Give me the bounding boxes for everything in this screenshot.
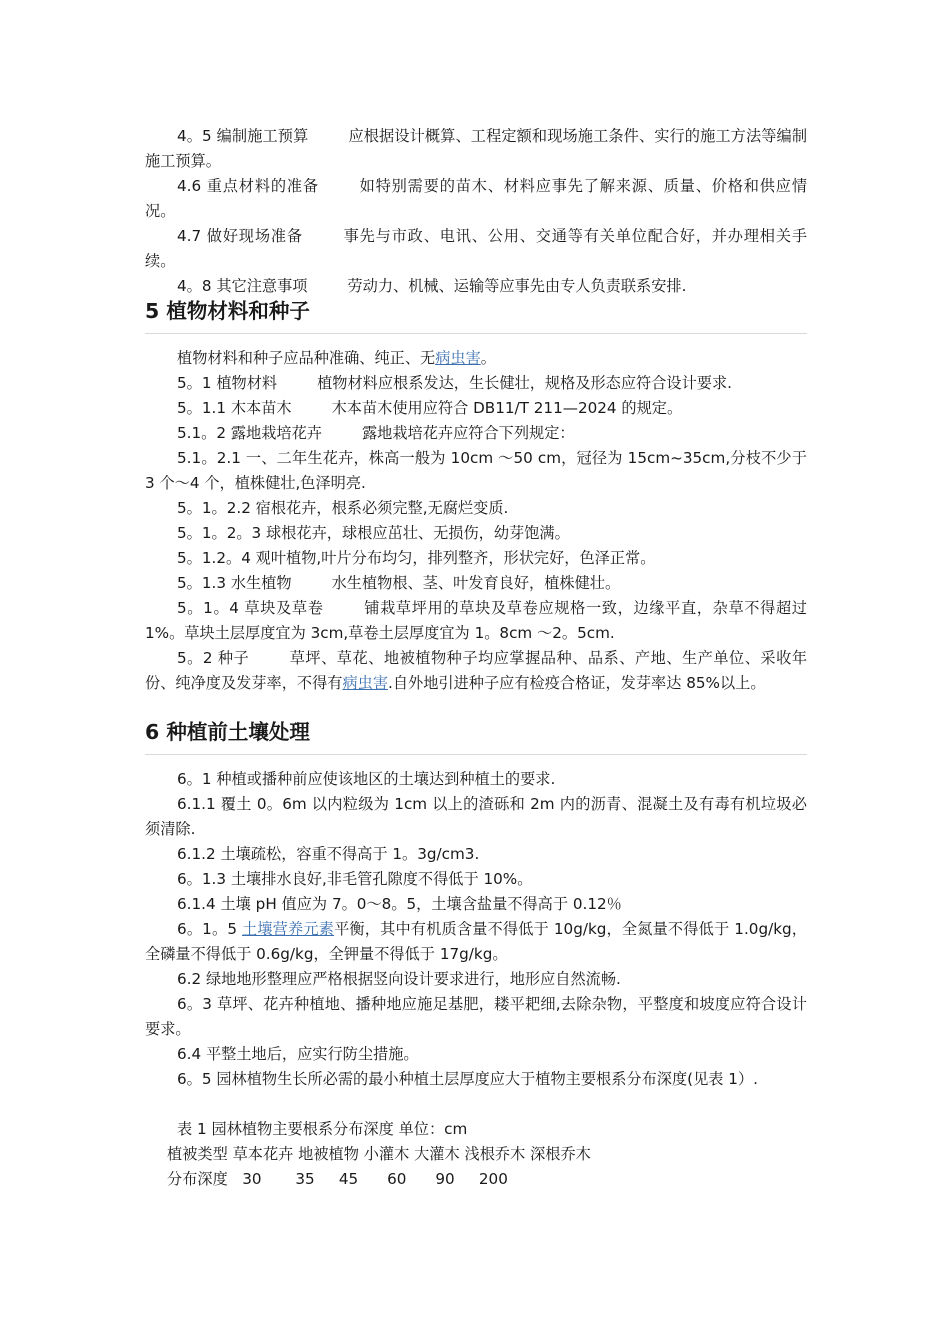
paragraph-5-intro: 植物材料和种子应品种准确、纯正、无病虫害。 — [177, 349, 496, 367]
paragraph-5-1: 5。1 植物材料 植物材料应根系发达，生长健壮，规格及形态应符合设计要求. — [177, 374, 732, 392]
paragraph-6-1-3: 6。1.3 土壤排水良好,非毛管孔隙度不得低于 10%。 — [177, 870, 533, 888]
paragraph-5-1-2-1: 5.1。2.1 一、二年生花卉，株高一般为 10cm ～50 cm，冠径为 15cm~35cm,分枝不少于 3 个～4 个，植株健壮,色泽明亮. — [145, 449, 807, 492]
paragraph-6-5: 6。5 园林植物生长所必需的最小种植土层厚度应大于植物主要根系分布深度(见表 1）. — [177, 1070, 758, 1088]
paragraph-4-5: 4。5 编制施工预算 应根据设计概算、工程定额和现场施工条件、实行的施工方法等编制施工预算。 — [145, 127, 808, 170]
paragraph-5-1-2-3: 5。1。2。3 球根花卉，球根应茁壮、无损伤，幼芽饱满。 — [177, 524, 570, 542]
table-values-row: 分布深度 30 35 45 60 90 200 — [167, 1170, 508, 1188]
paragraph-4-8: 4。8 其它注意事项 劳动力、机械、运输等应事先由专人负责联系安排. — [177, 277, 687, 295]
paragraph-5-2: 5。2 种子 草坪、草花、地被植物种子均应掌握品种、品系、产地、生产单位、采收年份、纯净度及发芽率，不得有病虫害.自外地引进种子应有检疫合格证，发芽率达 85%以上。 — [145, 649, 808, 692]
soil-nutrient-link[interactable]: 土壤营养元素 — [241, 920, 335, 938]
paragraph-5-1-3: 5。1.3 水生植物 水生植物根、茎、叶发育良好，植株健壮。 — [177, 574, 621, 592]
pest-disease-link[interactable]: 病虫害 — [435, 349, 481, 367]
paragraph-6-1-5: 6。1。5 土壤营养元素平衡，其中有机质含量不得低于 10g/kg，全氮量不得低于 1.0g/kg，全磷量不得低于 0.6g/kg，全钾量不得低于 17g/kg。 — [145, 920, 807, 963]
paragraph-4-7: 4.7 做好现场准备 事先与市政、电讯、公用、交通等有关单位配合好，并办理相关手续。 — [145, 227, 808, 270]
paragraph-6-1-4: 6.1.4 土壤 pH 值应为 7。0～8。5，土壤含盐量不得高于 0.12％ — [177, 895, 622, 913]
paragraph-5-1-1: 5。1.1 木本苗木 木本苗木使用应符合 DB11/T 211—2024 的规定。 — [177, 399, 683, 417]
section-5-heading: 5 植物材料和种子 — [145, 299, 310, 323]
paragraph-5-1-2: 5.1。2 露地栽培花卉 露地栽培花卉应符合下列规定： — [177, 424, 575, 442]
paragraph-6-1-2: 6.1.2 土壤疏松，容重不得高于 1。3g/cm3. — [177, 845, 480, 863]
pest-disease-link[interactable]: 病虫害 — [342, 674, 388, 692]
paragraph-5-1-2-2: 5。1。2.2 宿根花卉，根系必须完整,无腐烂变质. — [177, 499, 509, 517]
paragraph-6-4: 6.4 平整土地后，应实行防尘措施。 — [177, 1045, 419, 1063]
section-6-divider — [145, 754, 807, 755]
paragraph-5-1-2-4: 5。1.2。4 观叶植物,叶片分布均匀，排列整齐，形状完好，色泽正常。 — [177, 549, 656, 567]
paragraph-6-1-1: 6.1.1 覆土 0。6m 以内粒级为 1cm 以上的渣砾和 2m 内的沥青、混凝土及有毒有机垃圾必须清除. — [145, 795, 807, 838]
table-header-row: 植被类型 草本花卉 地被植物 小灌木 大灌木 浅根乔木 深根乔木 — [167, 1145, 591, 1163]
paragraph-6-3: 6。3 草坪、花卉种植地、播种地应施足基肥，耧平耙细,去除杂物，平整度和坡度应符合设计要求。 — [145, 995, 807, 1038]
paragraph-4-6: 4.6 重点材料的准备 如特别需要的苗木、材料应事先了解来源、质量、价格和供应情况。 — [145, 177, 808, 220]
paragraph-6-1: 6。1 种植或播种前应使该地区的土壤达到种植土的要求. — [177, 770, 556, 788]
paragraph-5-1-4: 5。1。4 草块及草卷 铺栽草坪用的草块及草卷应规格一致，边缘平直，杂草不得超过 1%。草块土层厚度宜为 3cm,草卷土层厚度宜为 1。8cm ～2。5cm. — [145, 599, 807, 642]
section-6-heading: 6 种植前土壤处理 — [145, 720, 310, 744]
table-caption: 表 1 园林植物主要根系分布深度 单位：cm — [177, 1120, 468, 1138]
paragraph-6-2: 6.2 绿地地形整理应严格根据竖向设计要求进行，地形应自然流畅. — [177, 970, 621, 988]
section-5-divider — [145, 333, 807, 334]
